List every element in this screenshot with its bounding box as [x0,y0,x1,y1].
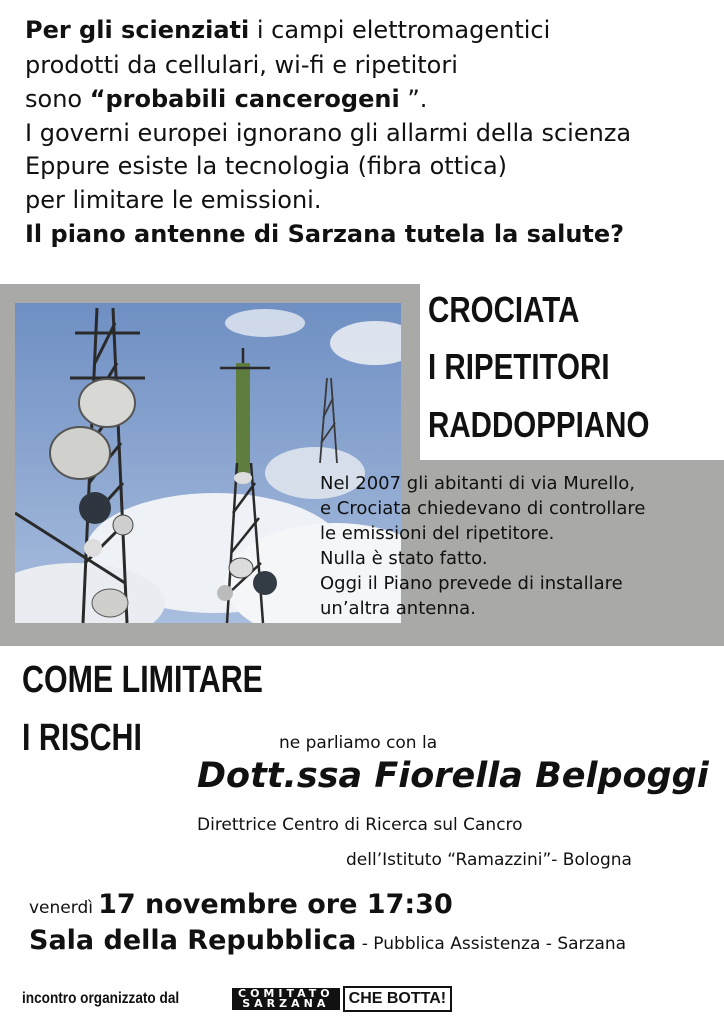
speaker-name: Dott.ssa Fiorella Belpoggi [197,756,709,796]
event-title-line-1: COME LIMITARE [22,659,263,701]
event-intro: ne parliamo con la [279,733,438,753]
intro-line-5: Eppure esiste la tecnologia (fibra ottica) [25,152,508,180]
logo-slogan: CHE BOTTA! [343,986,452,1012]
comitato-logo [232,988,340,1010]
story-line-5: Oggi il Piano prevede di installare [320,573,623,594]
logo-bottom-text: SARZANA [242,997,330,1010]
footer [22,986,452,1012]
intro-line-4: I governi europei ignorano gli allarmi della scienza [25,119,632,147]
headline-line-1: CROCIATA [428,289,580,330]
speaker-role-2: dell’Istituto “Ramazzini”- Bologna [346,850,632,870]
event-venue-line [29,925,626,956]
intro-bold-lead: Per gli scienziati [25,16,250,44]
intro-line-3 [25,83,427,115]
intro-line-1-rest: i campi elettromagentici [249,16,551,44]
event-venue-detail: - Pubblica Assistenza - Sarzana [356,934,627,954]
story-line-2: e Crociata chiedevano di controllare [320,498,646,519]
headline-line-2: I RIPETITORI [428,346,610,387]
intro-line-6: per limitare le emissioni. [25,186,322,214]
intro-line-1 [25,14,550,46]
intro-line-2: prodotti da cellulari, wi-fi e ripetitori [25,51,458,79]
intro-line-3-post: ”. [399,85,428,113]
intro-line-3-pre: sono [25,85,90,113]
event-venue: Sala della Repubblica [29,925,357,956]
logo-top-text: COMITATO [238,987,334,1000]
story-line-3: le emissioni del ripetitore. [320,523,555,544]
intro-question: Il piano antenne di Sarzana tutela la salute? [25,220,625,248]
event-date-time: 17 novembre ore 17:30 [98,889,453,920]
event-day: venerdì [29,898,93,918]
footer-organized-by: incontro organizzato dal [22,990,180,1007]
speaker-role-1: Direttrice Centro di Ricerca sul Cancro [197,815,523,835]
story-line-6: un’altra antenna. [320,598,476,619]
event-date-line [29,889,453,920]
intro-line-3-bold: “probabili cancerogeni [89,85,400,113]
story-line-4: Nulla è stato fatto. [320,548,488,569]
headline-line-3: RADDOPPIANO [428,404,650,445]
event-title-line-2: I RISCHI [22,717,142,759]
story-line-1: Nel 2007 gli abitanti di via Murello, [320,473,635,494]
